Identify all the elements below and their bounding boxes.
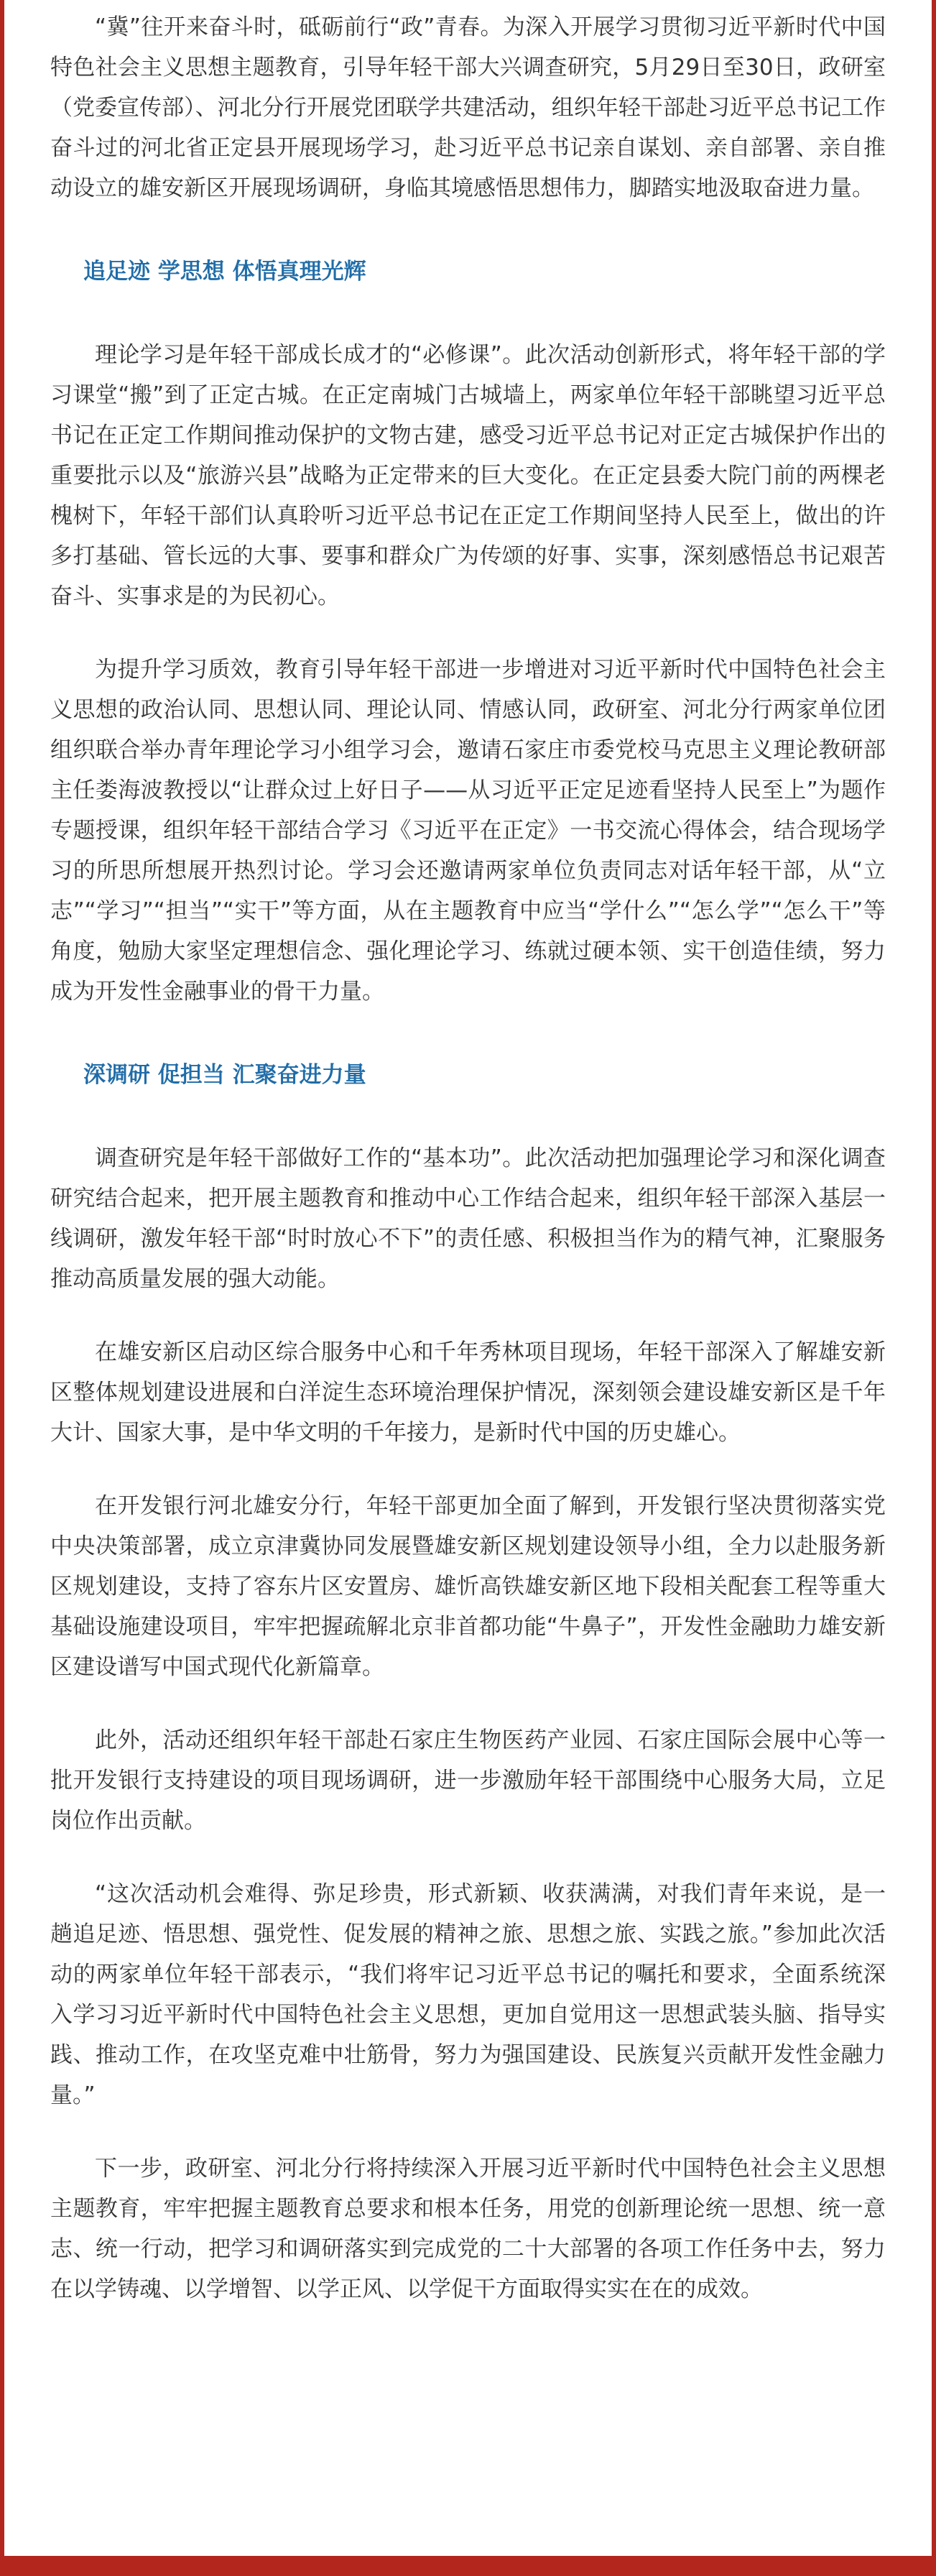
section2-paragraph-2: 在雄安新区启动区综合服务中心和千年秀林项目现场，年轻干部深入了解雄安新区整体规划建设进展和白洋淀生态环境治理保护情况，深刻领会建设雄安新区是千年大计、国家大事，是中华文明的千年接力，是新时代中国的历史雄心。 (50, 1339, 886, 1446)
left-border (0, 0, 4, 2576)
article-body (50, 0, 886, 2309)
section-heading-2: 深调研 促担当 汇聚奋进力量 (83, 1062, 366, 1088)
intro-paragraph: “冀”往开来奋斗时，砥砺前行“政”青春。为深入开展学习贯彻习近平新时代中国特色社会主义思想主题教育，引导年轻干部大兴调查研究，5月29日至30日，政研室（党委宣传部）、河北分行开展党团联学共建活动，组织年轻干部赴习近平总书记工作奋斗过的河北省正定县开展现场学习，赴习近平总书记亲自谋划、亲自部署、亲自推动设立的雄安新区开展现场调研，身临其境感悟思想伟力，脚踏实地汲取奋进力量。 (50, 14, 886, 201)
section1-paragraph-2: 为提升学习质效，教育引导年轻干部进一步增进对习近平新时代中国特色社会主义思想的政治认同、思想认同、理论认同、情感认同，政研室、河北分行两家单位团组织联合举办青年理论学习小组学习会，邀请石家庄市委党校马克思主义理论教研部主任娄海波教授以“让群众过上好日子——从习近平正定足迹看坚持人民至上”为题作专题授课，组织年轻干部结合学习《习近平在正定》一书交流心得体会，结合现场学习的所思所想展开热烈讨论。学习会还邀请两家单位负责同志对话年轻干部，从“立志”“学习”“担当”“实干”等方面，从在主题教育中应当“学什么”“怎么学”“怎么干”等角度，勉励大家坚定理想信念、强化理论学习、练就过硬本领、实干创造佳绩，努力成为开发性金融事业的骨干力量。 (50, 657, 886, 1005)
bottom-border (0, 2556, 936, 2576)
closing-paragraph: 下一步，政研室、河北分行将持续深入开展习近平新时代中国特色社会主义思想主题教育，牢牢把握主题教育总要求和根本任务，用党的创新理论统一思想、统一意志、统一行动，把学习和调研落实到完成党的二十大部署的各项工作任务中去，努力在以学铸魂、以学增智、以学正风、以学促干方面取得实实在在的成效。 (50, 2156, 886, 2302)
section2-paragraph-4: 此外，活动还组织年轻干部赴石家庄生物医药产业园、石家庄国际会展中心等一批开发银行支持建设的项目现场调研，进一步激励年轻干部围绕中心服务大局，立足岗位作出贡献。 (50, 1727, 886, 1834)
section1-paragraph-1: 理论学习是年轻干部成长成才的“必修课”。此次活动创新形式，将年轻干部的学习课堂“搬”到了正定古城。在正定南城门古城墙上，两家单位年轻干部眺望习近平总书记在正定工作期间推动保护的文物古建，感受习近平总书记对正定古城保护作出的重要批示以及“旅游兴县”战略为正定带来的巨大变化。在正定县委大院门前的两棵老槐树下，年轻干部们认真聆听习近平总书记在正定工作期间坚持人民至上，做出的许多打基础、管长远的大事、要事和群众广为传颂的好事、实事，深刻感悟总书记艰苦奋斗、实事求是的为民初心。 (50, 342, 886, 609)
right-border (932, 0, 936, 2576)
section2-paragraph-3: 在开发银行河北雄安分行，年轻干部更加全面了解到，开发银行坚决贯彻落实党中央决策部署，成立京津冀协同发展暨雄安新区规划建设领导小组，全力以赴服务新区规划建设，支持了容东片区安置房、雄忻高铁雄安新区地下段相关配套工程等重大基础设施建设项目，牢牢把握疏解北京非首都功能“牛鼻子”，开发性金融助力雄安新区建设谱写中国式现代化新篇章。 (50, 1493, 886, 1680)
section2-paragraph-1: 调查研究是年轻干部做好工作的“基本功”。此次活动把加强理论学习和深化调查研究结合起来，把开展主题教育和推动中心工作结合起来，组织年轻干部深入基层一线调研，激发年轻干部“时时放心不下”的责任感、积极担当作为的精气神，汇聚服务推动高质量发展的强大动能。 (50, 1145, 886, 1292)
section2-paragraph-5: “这次活动机会难得、弥足珍贵，形式新颖、收获满满，对我们青年来说，是一趟追足迹、悟思想、强党性、促发展的精神之旅、思想之旅、实践之旅。”参加此次活动的两家单位年轻干部表示，“我们将牢记习近平总书记的嘱托和要求，全面系统深入学习习近平新时代中国特色社会主义思想，更加自觉用这一思想武装头脑、指导实践、推动工作，在攻坚克难中壮筋骨，努力为强国建设、民族复兴贡献开发性金融力量。” (50, 1881, 886, 2108)
section-heading-1: 追足迹 学思想 体悟真理光辉 (83, 259, 366, 285)
